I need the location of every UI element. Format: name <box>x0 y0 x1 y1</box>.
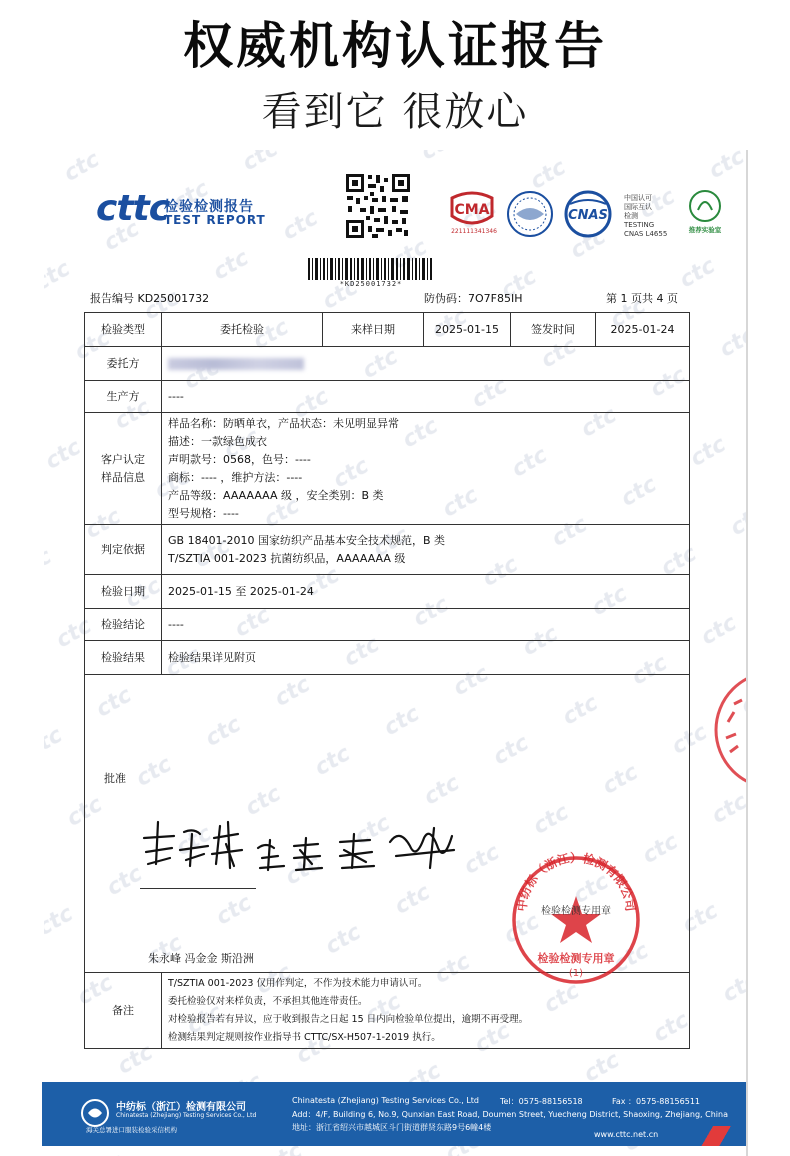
ilac-badge-icon <box>506 190 554 238</box>
table-row <box>85 609 690 641</box>
cert-line: TESTING <box>624 221 655 229</box>
cert-line: 检测 <box>624 212 638 220</box>
footer-address-en: Add：4/F, Building 6, No.9, Qunxian East Road, Doumen Street, Yuecheng District, Shaoxing, Zhejiang, China <box>292 1110 728 1119</box>
barcode-icon <box>306 258 436 280</box>
cma-label: CMA <box>454 202 490 218</box>
type-value: 委托检验 <box>162 313 323 347</box>
basis-label: 判定依据 <box>85 525 162 575</box>
sample-info-value <box>162 413 690 525</box>
table-row <box>85 525 690 575</box>
result-value: 检验结果详见附页 <box>162 641 690 675</box>
seal-number: (1) <box>568 968 584 979</box>
footer-company-sub: 海关总署进口服装检验采信机构 <box>86 1126 177 1134</box>
footer-company-en: Chinatesta (Zhejiang) Testing Services Co., Ltd <box>116 1112 257 1119</box>
cert-line: 国际互认 <box>624 203 652 211</box>
logo-cn-title: 检验检测报告 <box>164 199 254 215</box>
report-number: 报告编号 KD25001732 <box>90 292 210 305</box>
seal-bottom-text: 检验检测专用章 <box>537 952 615 965</box>
type-label: 检验类型 <box>85 313 162 347</box>
sample-info-line: 描述：一款绿色成衣 <box>168 434 267 448</box>
cert-line: 中国认可 <box>624 194 652 202</box>
footer-address-cn: 地址：浙江省绍兴市越城区斗门街道群贤东路9号6幢4楼 <box>292 1123 492 1132</box>
remark-line: 委托检验仅对来样负责，不承担其他连带责任。 <box>168 995 368 1007</box>
logo-en-title: TEST REPORT <box>164 213 266 227</box>
remark-line: T/SZTIA 001-2023 仅用作判定，不作为技术能力申请认可。 <box>168 977 428 989</box>
barcode-text: *KD25001732* <box>339 280 403 288</box>
sample-date-value: 2025-01-15 <box>424 313 511 347</box>
producer-label: 生产方 <box>85 381 162 413</box>
client-value <box>162 347 690 381</box>
logo-brand: cttc <box>96 188 170 229</box>
seal-center-text: 检验检测专用章 <box>541 906 611 917</box>
page-info: 第 1 页共 4 页 <box>606 292 678 305</box>
issue-date-value: 2025-01-24 <box>596 313 690 347</box>
footer-tel: Tel：0575-88156518 <box>500 1097 583 1106</box>
conclusion-label: 检验结论 <box>85 609 162 641</box>
table-row <box>85 413 690 525</box>
sample-info-line: 产品等级：AAAAAAA 级 ，安全类别：B 类 <box>168 488 384 502</box>
sample-info-line: 样品名称：防晒单衣，产品状态：未见明显异常 <box>168 416 399 430</box>
cert-line: CNAS L4655 <box>624 230 668 238</box>
remark-line: 对检验报告若有异议，应于收到报告之日起 15 日内向检验单位提出，逾期不再受理。 <box>168 1013 529 1025</box>
table-row <box>85 641 690 675</box>
table-row <box>85 381 690 413</box>
table-row <box>85 313 690 347</box>
approve-label: 批准 <box>104 772 126 785</box>
company-logo-icon <box>80 1098 110 1128</box>
producer-value: ---- <box>162 381 690 413</box>
anti-fake-code: 防伪码：7O7F85IH <box>424 292 523 305</box>
remarks-label: 备注 <box>85 973 162 1049</box>
remark-line: 检测结果判定规则按作业指导书 CTTC/SX-H507-1-2019 执行。 <box>168 1031 441 1043</box>
ciaa-badge-icon <box>684 188 726 236</box>
blurred-client-name <box>168 358 304 370</box>
sample-info-label-line: 样品信息 <box>101 470 145 484</box>
signer-names: 朱永峰 冯金金 斯沿洲 <box>148 952 254 965</box>
footer-url[interactable]: www.cttc.net.cn <box>594 1130 659 1139</box>
test-date-value: 2025-01-15 至 2025-01-24 <box>162 575 690 609</box>
signature-line <box>140 888 256 889</box>
cnas-badge-icon <box>562 190 614 238</box>
report-sheet <box>44 150 748 1156</box>
handwritten-signature <box>134 808 474 888</box>
cnas-label: CNAS <box>568 208 608 223</box>
sample-info-label-line: 客户认定 <box>101 452 145 466</box>
official-seal-icon <box>506 850 646 990</box>
footer-bar <box>42 1082 746 1146</box>
cnas-cert-text <box>624 194 667 239</box>
cma-number: 221111341346 <box>451 228 497 235</box>
client-label: 委托方 <box>85 347 162 381</box>
hero-subtitle: 看到它 很放心 <box>261 89 529 135</box>
conclusion-value: ---- <box>162 609 690 641</box>
table-row <box>85 347 690 381</box>
sample-info-label <box>85 413 162 525</box>
sample-info-line: 型号规格：---- <box>168 506 239 520</box>
partial-seal-icon <box>704 660 748 800</box>
basis-value <box>162 525 690 575</box>
result-label: 检验结果 <box>85 641 162 675</box>
sample-date-label: 来样日期 <box>323 313 424 347</box>
seal-arc-text: 中纺标（浙江）检测有限公司 <box>514 851 638 913</box>
qr-code-icon <box>344 172 412 240</box>
basis-line: T/SZTIA 001-2023 抗菌纺织品，AAAAAAA 级 <box>168 551 406 565</box>
footer-company-cn: 中纺标（浙江）检测有限公司 <box>116 1102 246 1113</box>
footer-decor-stripe <box>694 1126 746 1146</box>
issue-date-label: 签发时间 <box>511 313 596 347</box>
hero-title: 权威机构认证报告 <box>183 17 607 75</box>
sample-info-line: 声明款号：0568，色号：---- <box>168 452 311 466</box>
table-row <box>85 575 690 609</box>
basis-line: GB 18401-2010 国家纺织产品基本安全技术规范，B 类 <box>168 533 446 547</box>
sample-info-line: 商标：---- ，维护方法：---- <box>168 470 303 484</box>
ciaa-caption: 推荐实验室 <box>688 226 722 234</box>
footer-fax: Fax ：0575-88156511 <box>612 1097 701 1106</box>
footer-en-name: Chinatesta (Zhejiang) Testing Services Co., Ltd <box>292 1096 479 1105</box>
test-date-label: 检验日期 <box>85 575 162 609</box>
